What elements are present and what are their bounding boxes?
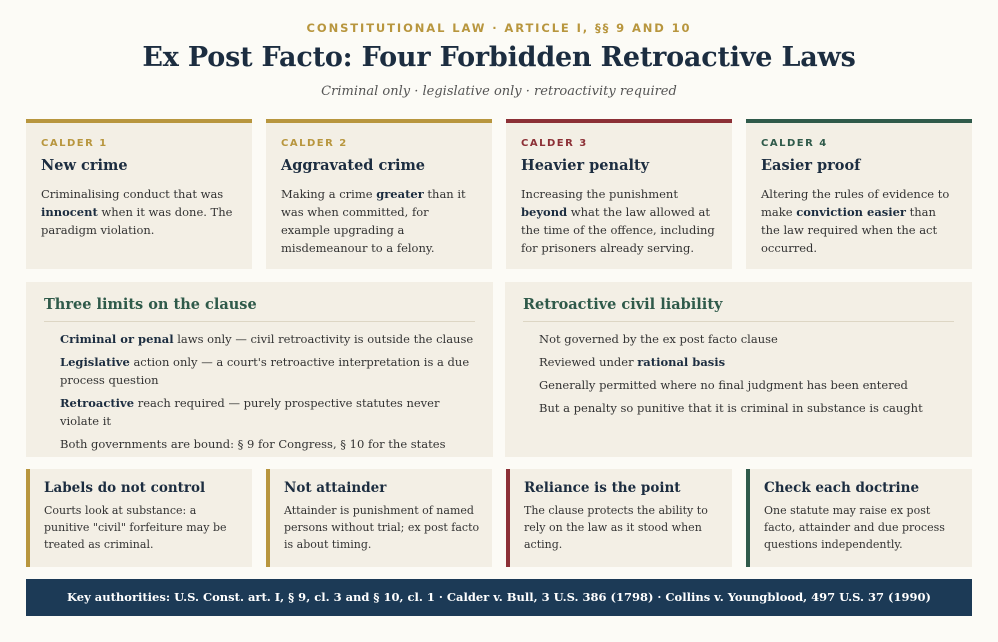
note-heading: Not attainder: [284, 480, 387, 496]
card-tag: CALDER 1: [41, 138, 108, 149]
list-item: But a penalty so punitive that it is criminal in substance is caught: [539, 401, 923, 415]
list-item: Generally permitted where no final judgment has been entered: [539, 378, 908, 392]
list-item: Both governments are bound: § 9 for Congress, § 10 for the states: [60, 437, 446, 451]
note-body: Attainder is punishment of named persons without trial; ex post facto is about timing.: [284, 504, 480, 551]
note-body: Courts look at substance: a punitive "civil" forfeiture may be treated as criminal.: [44, 504, 227, 551]
note-heading: Labels do not control: [44, 480, 206, 496]
list-item: Not governed by the ex post facto clause: [539, 332, 778, 346]
panel-heading: Three limits on the clause: [44, 296, 475, 322]
card-body: Making a crime greater than it was when committed, for example upgrading a misdemeanour to a felony.: [281, 187, 466, 255]
note-heading: Check each doctrine: [764, 480, 920, 496]
calder-card-2: [266, 119, 492, 269]
page-subtitle: Criminal only · legislative only · retroactivity required: [321, 84, 677, 99]
calder-card-3: [506, 119, 732, 269]
card-tag: CALDER 3: [521, 138, 588, 149]
note-check-doctrine: [746, 469, 972, 567]
card-tag: CALDER 4: [761, 138, 828, 149]
list-item: Criminal or penal laws only — civil retroactivity is outside the clause: [60, 332, 474, 346]
limits-panel: [26, 282, 493, 457]
card-heading: Heavier penalty: [521, 157, 650, 174]
civil-liability-panel: [505, 282, 972, 457]
note-reliance: [506, 469, 732, 567]
note-attainder: [266, 469, 492, 567]
footer-authorities: Key authorities: U.S. Const. art. I, § 9, cl. 3 and § 10, cl. 1 · Calder v. Bull, 3 U.S. 386 (1798) · Collins v. Youngblood, 497 U.S. 37 (1990): [26, 579, 972, 616]
card-body: Increasing the punishment beyond what the law allowed at the time of the offence, including for prisoners already serving.: [521, 187, 715, 255]
calder-card-4: [746, 119, 972, 269]
panel-heading: Retroactive civil liability: [523, 296, 954, 322]
page-title: Ex Post Facto: Four Forbidden Retroactive Laws: [142, 42, 856, 73]
card-tag: CALDER 2: [281, 138, 348, 149]
civil-list: [523, 330, 954, 417]
card-body: Altering the rules of evidence to make conviction easier than the law required when the act occurred.: [761, 187, 950, 255]
card-heading: Easier proof: [761, 157, 861, 174]
note-body: One statute may raise ex post facto, attainder and due process questions independently.: [764, 504, 945, 551]
note-labels: [26, 469, 252, 567]
list-item: Reviewed under rational basis: [539, 355, 726, 369]
card-heading: Aggravated crime: [281, 157, 426, 174]
list-item: Retroactive reach required — purely prospective statutes never violate it: [60, 396, 440, 428]
kicker: CONSTITUTIONAL LAW · ARTICLE I, §§ 9 AND 10: [306, 21, 692, 35]
card-body: Criminalising conduct that was innocent when it was done. The paradigm violation.: [41, 187, 233, 237]
list-item: Legislative action only — a court's retroactive interpretation is a due process question: [60, 355, 470, 387]
calder-card-1: [26, 119, 252, 269]
limits-list: [44, 330, 475, 453]
note-heading: Reliance is the point: [524, 480, 681, 496]
note-body: The clause protects the ability to rely on the law as it stood when acting.: [524, 504, 708, 551]
card-heading: New crime: [41, 157, 128, 174]
